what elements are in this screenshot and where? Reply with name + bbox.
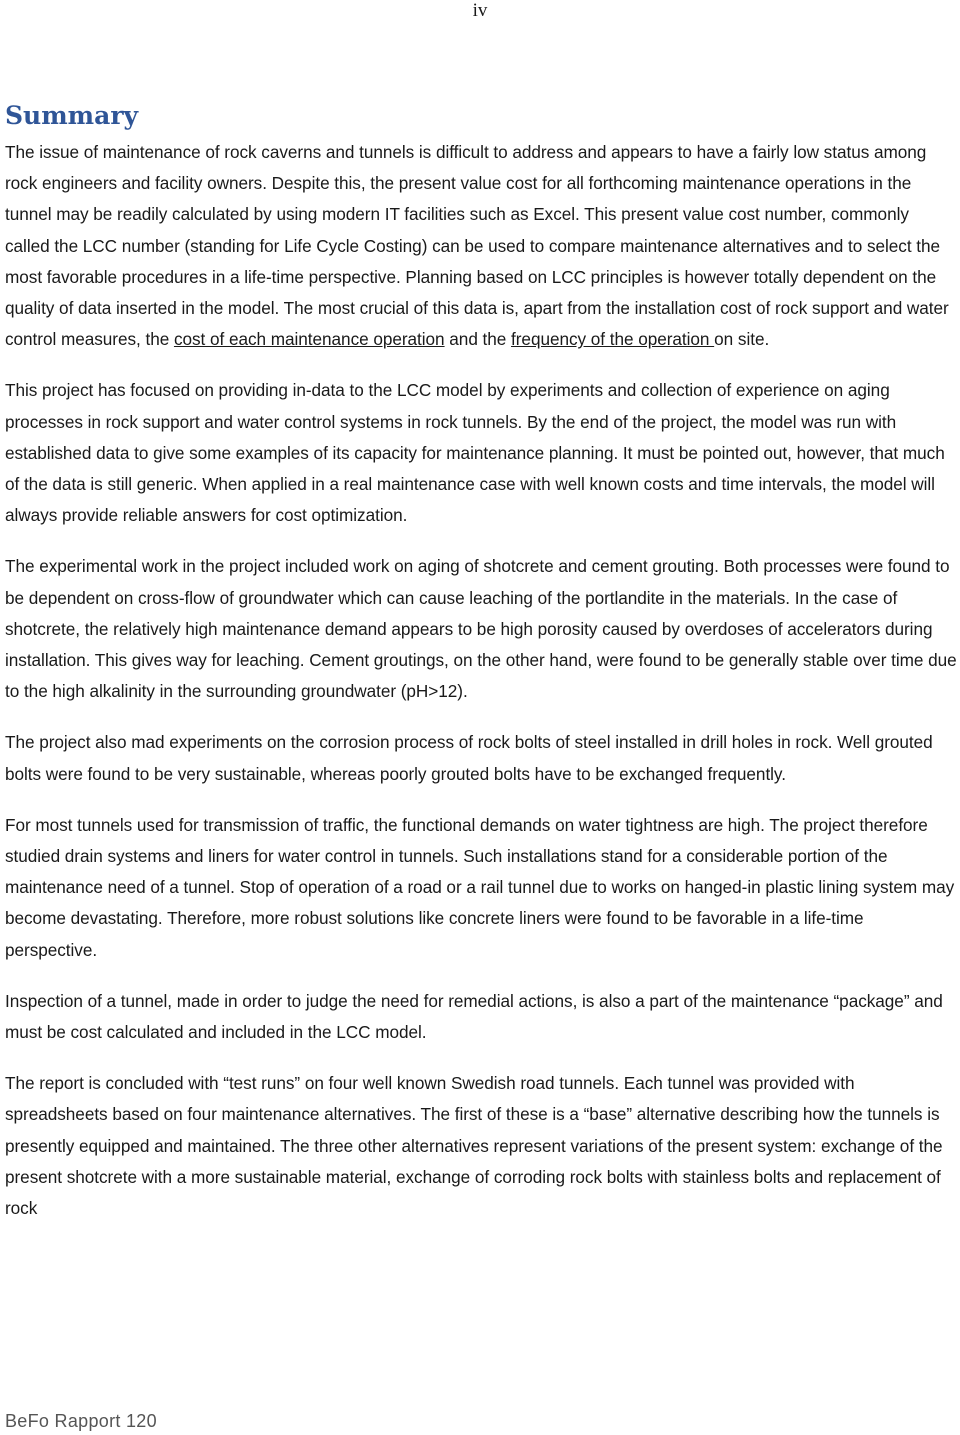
- paragraph-7: The report is concluded with “test runs” on four well known Swedish road tunnels. Each tunnel was provided with spreadsheets based on four maintenance alternatives. The first of these is a “base” alternative describing how the tunnels is presently equipped and maintained. The three other alternatives represent variations of the present system: exchange of the present shotcrete with a more sustainable material, exchange of corroding rock bolts with stainless bolts and replacement of rock: [5, 1073, 943, 1219]
- paragraph-1-text-c: on site.: [714, 329, 770, 350]
- summary-body: [5, 137, 957, 1244]
- paragraph-3: The experimental work in the project included work on aging of shotcrete and cement grouting. Both processes were found to be dependent on cross-flow of groundwater which can cause leaching of the portlandite in the materials. In the case of shotcrete, the relatively high maintenance demand appears to be high porosity caused by overdoses of accelerators during installation. This gives way for leaching. Cement groutings, on the other hand, were found to be generally stable over time due to the high alkalinity in the surrounding groundwater (pH>12).: [5, 556, 957, 702]
- paragraph-5: For most tunnels used for transmission of traffic, the functional demands on water tightness are high. The project therefore studied drain systems and liners for water control in tunnels. Such installations stand for a considerable portion of the maintenance need of a tunnel. Stop of operation of a road or a rail tunnel due to works on hanged-in plastic lining system may become devastating. Therefore, more robust solutions like concrete liners were found to be favorable in a life-time perspective.: [5, 814, 955, 960]
- footer-report-label: BeFo Rapport 120: [5, 1411, 157, 1431]
- paragraph-6: Inspection of a tunnel, made in order to judge the need for remedial actions, is also a part of the maintenance “package” and must be cost calculated and included in the LCC model.: [5, 990, 943, 1043]
- underlined-cost-of-maintenance: cost of each maintenance operation: [173, 329, 445, 350]
- paragraph-2: This project has focused on providing in-data to the LCC model by experiments and collection of experience on aging processes in rock support and water control systems in rock tunnels. By the end of the project, the model was run with established data to give some examples of its capacity for maintenance planning. It must be pointed out, however, that much of the data is still generic. When applied in a real maintenance case with well known costs and time intervals, the model will always provide reliable answers for cost optimization.: [5, 380, 945, 526]
- underlined-frequency-of-operation: frequency of the operation: [511, 329, 715, 350]
- paragraph-1-text-b: and the: [444, 329, 512, 350]
- paragraph-1-text-a: The issue of maintenance of rock caverns and tunnels is difficult to address and appears to have a fairly low status among rock engineers and facility owners. Despite this, the present value cost for all forthcoming maintenance operations in the tunnel may be readily calculated by using modern IT facilities such as Excel. This present value cost number, commonly called the LCC number (standing for Life Cycle Costing) can be used to compare maintenance alternatives and to select the most favorable procedures in a life-time perspective. Planning based on LCC principles is however totally dependent on the quality of data inserted in the model. The most crucial of this data is, apart from the installation cost of rock support and water control measures, the: [5, 142, 949, 350]
- paragraph-1: [5, 137, 957, 355]
- page-number: iv: [472, 0, 488, 21]
- paragraph-4: The project also mad experiments on the corrosion process of rock bolts of steel installed in drill holes in rock. Well grouted bolts were found to be very sustainable, whereas poorly grouted bolts have to be exchanged frequently.: [5, 732, 933, 784]
- section-heading-summary: Summary: [5, 101, 139, 130]
